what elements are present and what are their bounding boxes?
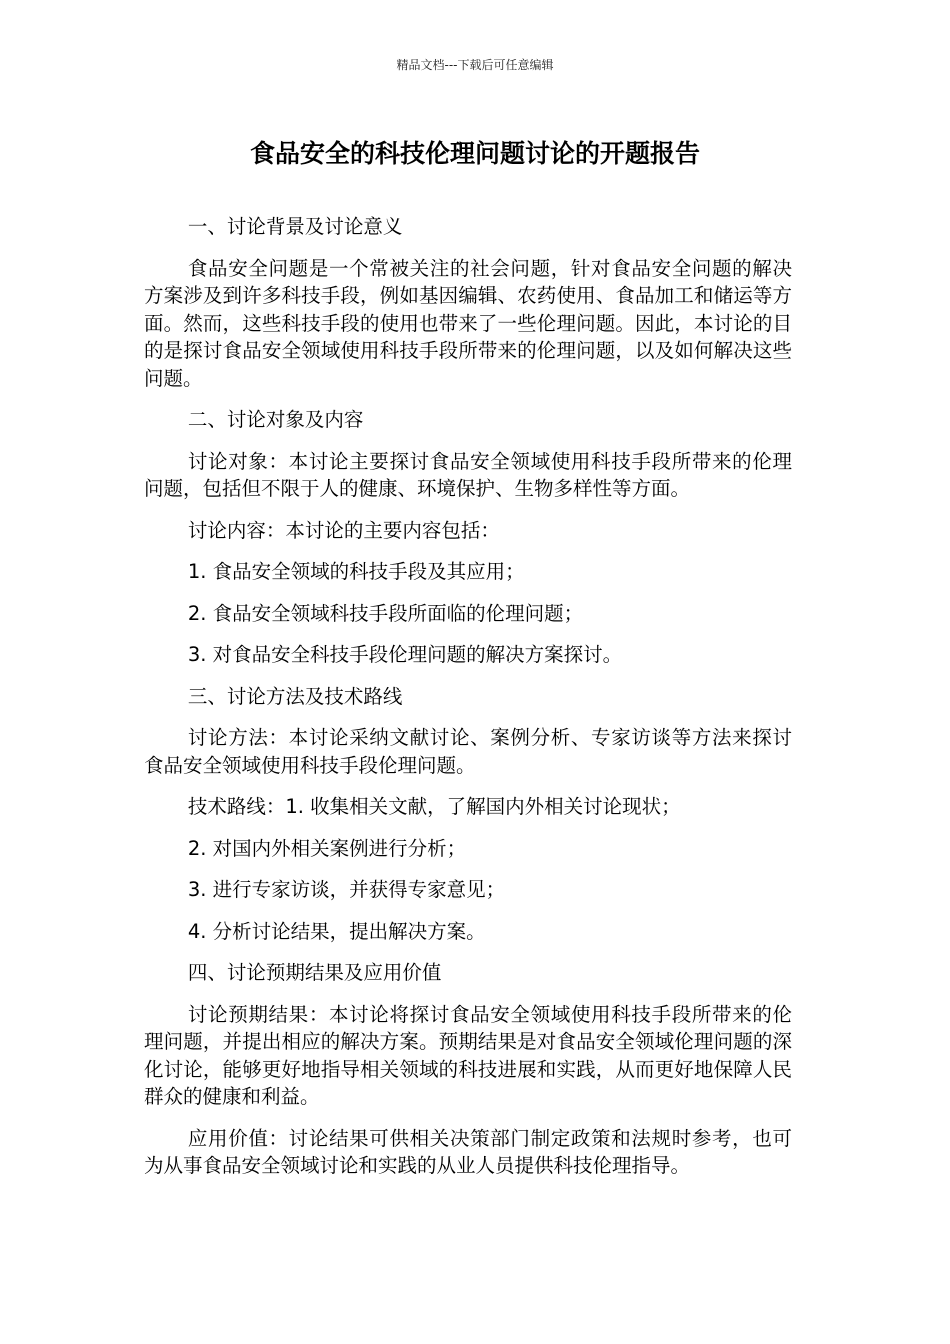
content-list-item: 2. 食品安全领域科技手段所面临的伦理问题； [187, 601, 584, 625]
discussion-object-paragraph: 讨论对象：本讨论主要探讨食品安全领域使用科技手段所带来的伦理问题，包括但不限于人的健康、环境保护、生物多样性等方面。 [144, 449, 792, 500]
header-note: 精品文档---下载后可任意编辑 [396, 58, 554, 72]
route-list-item: 4. 分析讨论结果，提出解决方案。 [187, 919, 486, 943]
route-list-item: 3. 进行专家访谈，并获得专家意见； [187, 878, 506, 901]
section-2-heading: 二、讨论对象及内容 [187, 408, 364, 431]
content-list-item: 1. 食品安全领域的科技手段及其应用； [187, 560, 525, 583]
route-list-item: 2. 对国内外相关案例进行分析； [187, 836, 467, 860]
application-value-paragraph: 应用价值：讨论结果可供相关决策部门制定政策和法规时参考，也可为从事食品安全领域讨论和实践的从业人员提供科技伦理指导。 [144, 1126, 792, 1177]
section-1-heading: 一、讨论背景及讨论意义 [187, 215, 403, 238]
section-1-paragraph: 食品安全问题是一个常被关注的社会问题，针对食品安全问题的解决方案涉及到许多科技手段，例如基因编辑、农药使用、食品加工和储运等方面。然而，这些科技手段的使用也带来了一些伦理问题。因此，本讨论的目的是探讨食品安全领域使用科技手段所带来的伦理问题，以及如何解决这些问题。 [144, 256, 792, 390]
document-body [144, 213, 792, 1194]
document-title: 食品安全的科技伦理问题讨论的开题报告 [249, 139, 700, 168]
content-list-item: 3. 对食品安全科技手段伦理问题的解决方案探讨。 [187, 643, 623, 666]
expected-results-paragraph: 讨论预期结果：本讨论将探讨食品安全领域使用科技手段所带来的伦理问题，并提出相应的解决方案。预期结果是对食品安全领域伦理问题的深化讨论，能够更好地指导相关领域的科技进展和实践，从而更好地保障人民群众的健康和利益。 [144, 1002, 792, 1108]
section-4-heading: 四、讨论预期结果及应用价值 [187, 961, 442, 984]
route-intro: 技术路线：1. 收集相关文献，了解国内外相关讨论现状； [187, 795, 681, 818]
method-paragraph: 讨论方法：本讨论采纳文献讨论、案例分析、专家访谈等方法来探讨食品安全领域使用科技手段伦理问题。 [144, 726, 792, 777]
discussion-content-intro: 讨论内容：本讨论的主要内容包括： [187, 518, 500, 542]
section-3-heading: 三、讨论方法及技术路线 [187, 684, 403, 708]
